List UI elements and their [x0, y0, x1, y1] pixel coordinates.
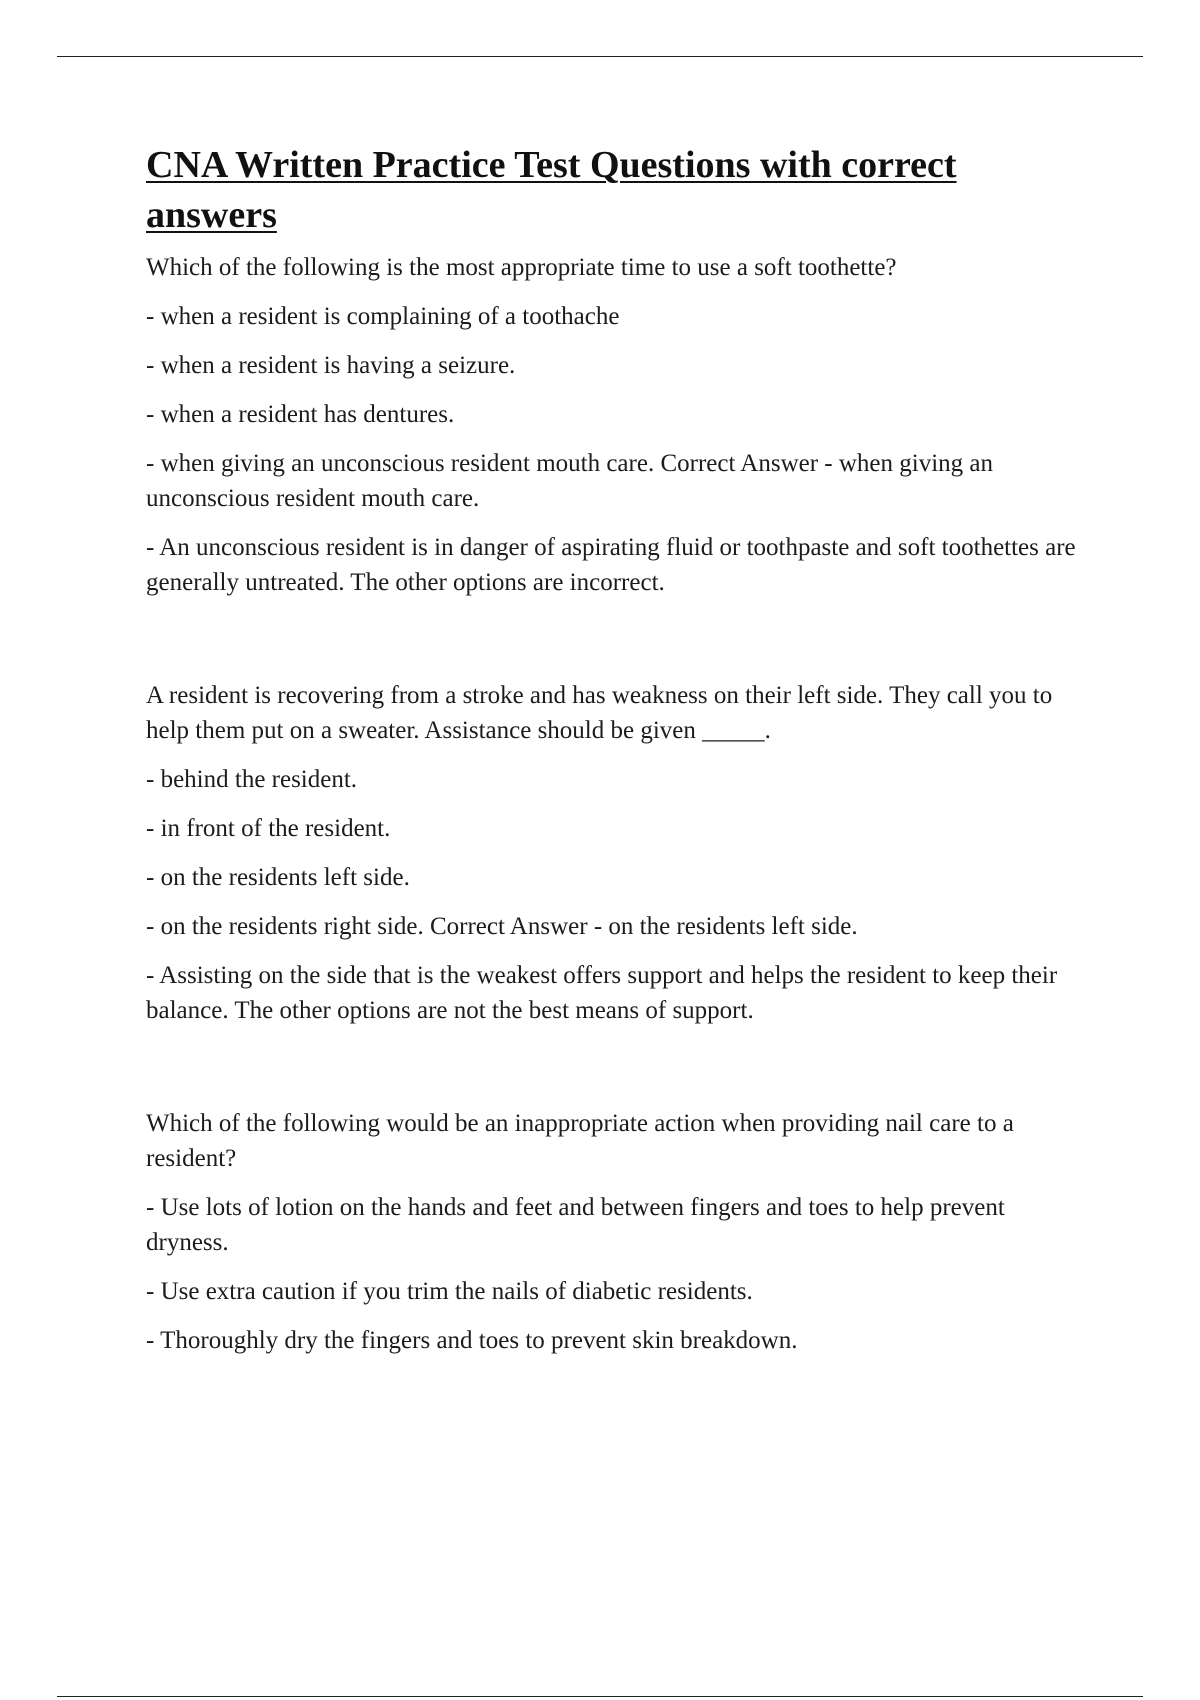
answer-option: - in front of the resident. — [146, 815, 391, 842]
answer-option: - on the residents left side. — [146, 864, 410, 891]
question-prompt: Which of the following is the most appropriate time to use a soft toothette? — [146, 254, 897, 281]
document-title: CNA Written Practice Test Questions with correct answers — [146, 144, 957, 236]
answer-option-with-correct-answer: - on the residents right side. Correct Answer - on the residents left side. — [146, 913, 858, 940]
answer-option: - Use lots of lotion on the hands and feet and between fingers and toes to help prevent dryness. — [146, 1194, 1005, 1256]
header-divider — [57, 56, 1143, 57]
footer-divider — [57, 1696, 1143, 1697]
answer-option: - Thoroughly dry the fingers and toes to prevent skin breakdown. — [146, 1327, 798, 1354]
question-block-3 — [146, 1106, 1086, 1358]
answer-option-with-correct-answer: - when giving an unconscious resident mouth care. Correct Answer - when giving an unconscious resident mouth care. — [146, 450, 994, 512]
answer-option: - when a resident is complaining of a toothache — [146, 303, 620, 330]
question-prompt: Which of the following would be an inappropriate action when providing nail care to a resident? — [146, 1110, 1014, 1172]
answer-option: - behind the resident. — [146, 766, 358, 793]
question-block-1 — [146, 250, 1086, 600]
question-block-2 — [146, 678, 1086, 1028]
answer-option: - when a resident has dentures. — [146, 401, 455, 428]
answer-option: - Use extra caution if you trim the nails of diabetic residents. — [146, 1278, 753, 1305]
document-body — [146, 140, 1086, 1372]
answer-option: - when a resident is having a seizure. — [146, 352, 516, 379]
question-prompt: A resident is recovering from a stroke and has weakness on their left side. They call you to help them put on a sweater. Assistance should be given _____. — [146, 682, 1053, 744]
answer-rationale: - Assisting on the side that is the weakest offers support and helps the resident to keep their balance. The other options are not the best means of support. — [146, 962, 1058, 1024]
answer-rationale: - An unconscious resident is in danger of aspirating fluid or toothpaste and soft toothettes are generally untreated. The other options are incorrect. — [146, 534, 1076, 596]
